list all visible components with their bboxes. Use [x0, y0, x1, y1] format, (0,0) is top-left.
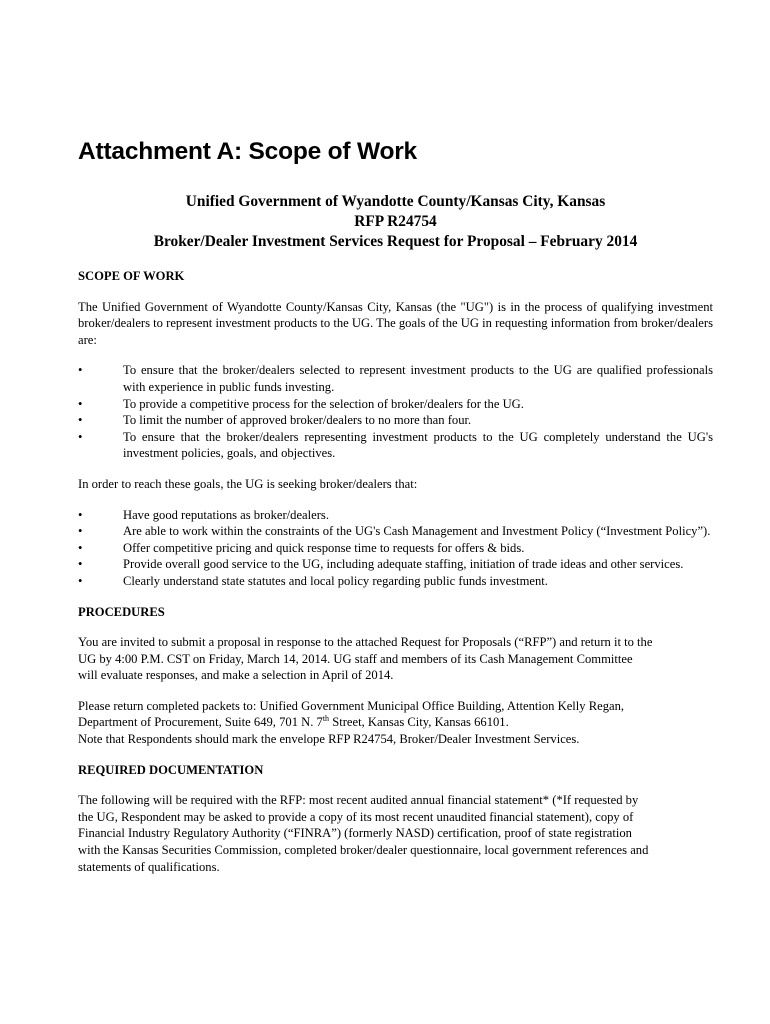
bullet-icon: •	[78, 396, 83, 411]
paragraph-line: Financial Industry Regulatory Authority (“FINRA”) (formerly NASD) certification, proof of state registration	[78, 826, 632, 841]
address-text: Department of Procurement, Suite 649, 701 N. 7	[78, 715, 323, 730]
section-heading-scope: SCOPE OF WORK	[78, 269, 185, 283]
paragraph-line: You are invited to submit a proposal in response to the attached Request for Proposals (“RFP”) and return it to the	[78, 635, 653, 650]
bullet-icon: •	[78, 557, 83, 572]
seeking-intro-paragraph: In order to reach these goals, the UG is seeking broker/dealers that:	[78, 476, 418, 491]
return-address-paragraph	[78, 698, 713, 748]
bullet-icon: •	[78, 507, 83, 522]
header-line-rfp-title: Broker/Dealer Investment Services Request for Proposal – February 2014	[153, 233, 638, 250]
list-item	[78, 507, 713, 524]
bullet-icon: •	[78, 573, 83, 588]
list-item	[78, 429, 713, 462]
paragraph-line: statements of qualifications.	[78, 859, 220, 874]
list-item-text: Have good reputations as broker/dealers.	[123, 507, 329, 522]
document-body	[78, 268, 713, 889]
bullet-icon: •	[78, 540, 83, 555]
seeking-list	[78, 507, 713, 590]
paragraph-line: will evaluate responses, and make a selection in April of 2014.	[78, 668, 394, 683]
list-item-text: Clearly understand state statutes and local policy regarding public funds investment.	[123, 573, 548, 588]
bullet-icon: •	[78, 429, 83, 444]
bullet-icon: •	[78, 413, 83, 428]
bullet-icon: •	[78, 524, 83, 539]
section-heading-required-documentation: REQUIRED DOCUMENTATION	[78, 762, 264, 777]
list-item-text: Provide overall good service to the UG, including adequate staffing, initiation of trade ideas and other services.	[123, 557, 684, 572]
list-item	[78, 523, 713, 540]
scope-intro-paragraph: The Unified Government of Wyandotte County/Kansas City, Kansas (the "UG") is in the process of qualifying investment broker/dealers to represent investment products to the UG. The goals of the UG in requesting information from broker/dealers are:	[78, 299, 713, 347]
list-item-text: To provide a competitive process for the selection of broker/dealers for the UG.	[123, 396, 524, 411]
list-item-text: To ensure that the broker/dealers selected to represent investment products to the UG are qualified professionals with experience in public funds investing.	[123, 363, 713, 394]
paragraph-line-address	[78, 714, 713, 731]
paragraph-line: Note that Respondents should mark the envelope RFP R24754, Broker/Dealer Investment Services.	[78, 732, 580, 747]
paragraph-line: Please return completed packets to: Unified Government Municipal Office Building, Attention Kelly Regan,	[78, 698, 625, 713]
paragraph-line: with the Kansas Securities Commission, completed broker/dealer questionnaire, local government references and	[78, 843, 649, 858]
list-item	[78, 362, 713, 395]
list-item	[78, 396, 713, 413]
list-item	[78, 540, 713, 557]
list-item	[78, 556, 713, 573]
document-header	[78, 192, 713, 252]
list-item-text: To ensure that the broker/dealers representing investment products to the UG completely understand the UG's investment policies, goals, and objectives.	[123, 429, 713, 461]
list-item-text: Are able to work within the constraints of the UG's Cash Management and Investment Policy (“Investment Policy”).	[123, 524, 711, 539]
required-documentation-paragraph	[78, 792, 713, 875]
procedures-paragraph	[78, 634, 713, 684]
header-line-organization: Unified Government of Wyandotte County/Kansas City, Kansas	[185, 193, 606, 210]
paragraph-line: UG by 4:00 P.M. CST on Friday, March 14, 2014. UG staff and members of its Cash Management Committee	[78, 651, 633, 666]
list-item-text: To limit the number of approved broker/dealers to no more than four.	[123, 413, 472, 428]
page-title: Attachment A: Scope of Work	[78, 138, 417, 165]
goals-list	[78, 362, 713, 462]
list-item	[78, 412, 713, 429]
list-item-text: Offer competitive pricing and quick response time to requests for offers & bids.	[123, 540, 525, 555]
paragraph-line: The following will be required with the RFP: most recent audited annual financial statement* (*If requested by	[78, 793, 639, 808]
list-item	[78, 573, 713, 590]
paragraph-line: the UG, Respondent may be asked to provide a copy of its most recent unaudited financial statement), copy of	[78, 809, 634, 824]
bullet-icon: •	[78, 363, 83, 378]
ordinal-suffix: th	[322, 714, 330, 724]
section-heading-procedures: PROCEDURES	[78, 604, 165, 619]
address-text-continued: Street, Kansas City, Kansas 66101.	[329, 715, 509, 730]
header-line-rfp-number: RFP R24754	[354, 213, 437, 230]
